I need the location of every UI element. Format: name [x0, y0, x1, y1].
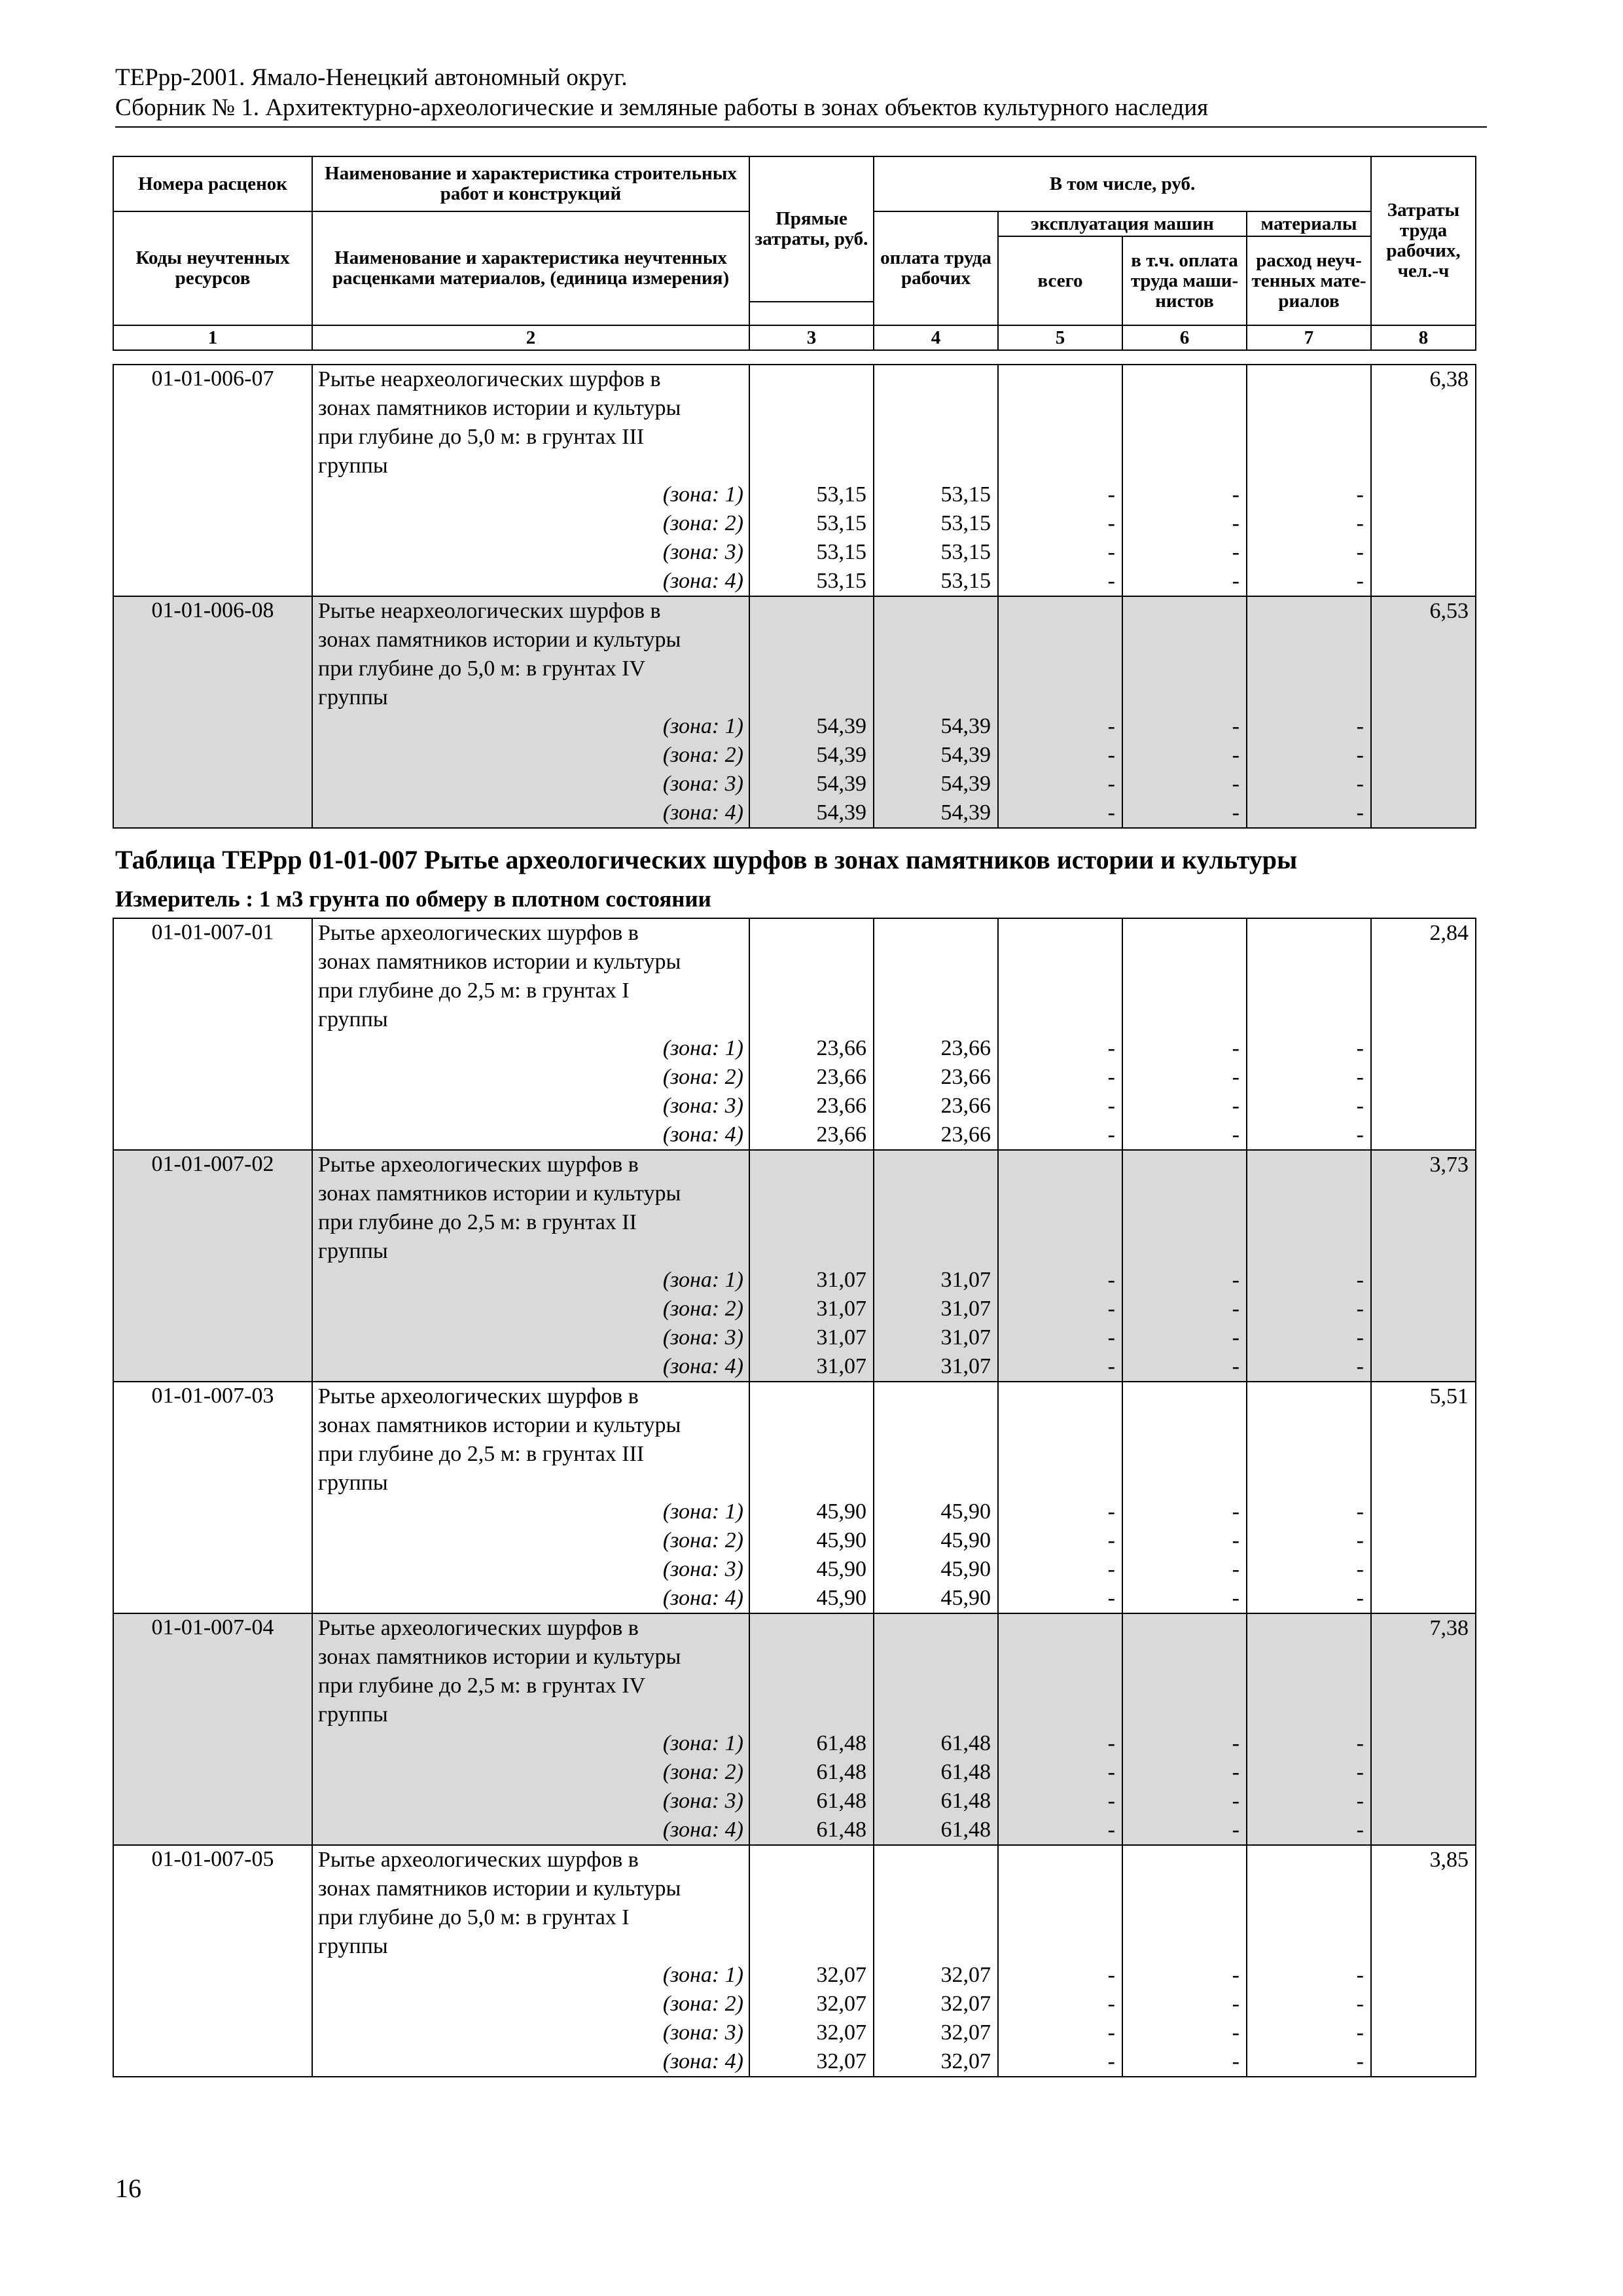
value: 53,15 [940, 511, 991, 535]
value: - [1356, 1760, 1364, 1784]
value: - [1107, 1731, 1115, 1755]
rate-description [312, 1382, 749, 1613]
machines-total [998, 1845, 1122, 2077]
machinists-wages [1122, 1382, 1247, 1613]
column-number: 1 [113, 325, 312, 350]
description-line: при глубине до 2,5 м: в грунтах IV [318, 1674, 646, 1698]
value: 53,15 [816, 540, 866, 564]
column-number: 2 [312, 325, 749, 350]
value: - [1107, 772, 1115, 796]
zone-label: (зона: 4) [662, 1354, 743, 1378]
value: - [1232, 1094, 1240, 1118]
value: 3,73 [1429, 1153, 1469, 1177]
value: - [1107, 1354, 1115, 1378]
header-line-2: Сборник № 1. Архитектурно-археологические и земляные работы в зонах объектов культурного наследия [115, 94, 1209, 121]
value: 31,07 [940, 1354, 991, 1378]
header-materials: материалы [1247, 211, 1371, 236]
column-number: 4 [874, 325, 998, 350]
value: - [1107, 1325, 1115, 1350]
value: - [1107, 1586, 1115, 1610]
value: - [1107, 2020, 1115, 2045]
value: - [1232, 1325, 1240, 1350]
page-number: 16 [115, 2174, 141, 2203]
machinists-wages [1122, 1845, 1247, 2077]
machinists-wages [1122, 1613, 1247, 1845]
value: 54,39 [816, 743, 866, 767]
zone-label: (зона: 3) [662, 1094, 743, 1118]
value: 32,07 [816, 1963, 866, 1987]
page-header [115, 63, 1487, 123]
description-line: группы [318, 1702, 388, 1727]
value: - [1107, 714, 1115, 738]
value: 32,07 [816, 2020, 866, 2045]
value: - [1107, 1818, 1115, 1842]
value: - [1356, 1731, 1364, 1755]
rate-description [312, 1845, 749, 2077]
value: - [1232, 482, 1240, 507]
value: - [1232, 1122, 1240, 1147]
value: - [1356, 1122, 1364, 1147]
machinists-wages [1122, 365, 1247, 596]
value: - [1356, 1297, 1364, 1321]
rate-code: 01-01-007-02 [113, 1150, 312, 1382]
value: - [1356, 1963, 1364, 1987]
machinists-wages [1122, 1150, 1247, 1382]
column-number: 8 [1371, 325, 1476, 350]
value: - [1232, 540, 1240, 564]
value: 54,39 [816, 714, 866, 738]
wages [874, 1150, 998, 1382]
value: 31,07 [816, 1297, 866, 1321]
value: - [1356, 569, 1364, 593]
value: - [1232, 1557, 1240, 1581]
description-line: зонах памятников истории и культуры [318, 396, 681, 420]
value: - [1356, 1818, 1364, 1842]
value: 31,07 [940, 1325, 991, 1350]
rate-code: 01-01-007-04 [113, 1613, 312, 1845]
labor-costs [1371, 1613, 1476, 1845]
value: 61,48 [816, 1818, 866, 1842]
description-line: Рытье археологических шурфов в [318, 1153, 639, 1177]
header-labor: Затраты труда рабочих, чел.-ч [1371, 156, 1476, 325]
zone-label: (зона: 1) [662, 1036, 743, 1060]
labor-costs [1371, 918, 1476, 1150]
value: - [1107, 1065, 1115, 1089]
value: 31,07 [816, 1325, 866, 1350]
rate-description [312, 1150, 749, 1382]
value: - [1356, 1499, 1364, 1524]
description-line: зонах памятников истории и культуры [318, 1876, 681, 1901]
zone-label: (зона: 2) [662, 1992, 743, 2016]
unaccounted-materials [1247, 1382, 1371, 1613]
rate-code: 01-01-006-08 [113, 596, 312, 828]
value: - [1356, 2020, 1364, 2045]
value: 45,90 [940, 1499, 991, 1524]
zone-label: (зона: 1) [662, 1499, 743, 1524]
value: - [1107, 1268, 1115, 1292]
header-wages: оплата труда рабочих [874, 211, 998, 325]
value: - [1232, 1992, 1240, 2016]
value: - [1232, 569, 1240, 593]
rate-code: 01-01-007-01 [113, 918, 312, 1150]
description-line: Рытье неархеологических шурфов в [318, 367, 661, 391]
value: 54,39 [816, 772, 866, 796]
rate-code: 01-01-007-05 [113, 1845, 312, 2077]
header-direct-costs: Прямые затраты, руб. [749, 156, 874, 302]
value: - [1107, 1789, 1115, 1813]
wages [874, 365, 998, 596]
value: - [1232, 1065, 1240, 1089]
value: - [1356, 1325, 1364, 1350]
value: - [1356, 714, 1364, 738]
description-line: при глубине до 2,5 м: в грунтах II [318, 1210, 637, 1234]
header-name-bottom: Наименование и характеристика неучтенных расценками материалов, (единица измерения) [312, 211, 749, 325]
header-rule [115, 126, 1487, 128]
value: - [1356, 800, 1364, 825]
value: - [1232, 2049, 1240, 2073]
value: 61,48 [816, 1731, 866, 1755]
zone-label: (зона: 1) [662, 1731, 743, 1755]
direct-costs [749, 1150, 874, 1382]
labor-costs [1371, 1845, 1476, 2077]
table-row [113, 1845, 1476, 2077]
value: 45,90 [816, 1499, 866, 1524]
value: - [1232, 1963, 1240, 1987]
value: - [1356, 1586, 1364, 1610]
value: 53,15 [940, 569, 991, 593]
direct-costs [749, 596, 874, 828]
value: 6,38 [1429, 367, 1469, 391]
value: - [1232, 1268, 1240, 1292]
rates-table-006 [113, 364, 1476, 829]
zone-label: (зона: 3) [662, 540, 743, 564]
value: 61,48 [816, 1760, 866, 1784]
value: 7,38 [1429, 1616, 1469, 1640]
rates-table-007 [113, 918, 1476, 2077]
value: - [1232, 1760, 1240, 1784]
value: - [1107, 2049, 1115, 2073]
header-machines: эксплуатация машин [998, 211, 1247, 236]
description-line: группы [318, 1239, 388, 1263]
header-materials-unaccounted: расход неуч-тенных мате-риалов [1247, 236, 1371, 325]
value: 32,07 [940, 1992, 991, 2016]
machines-total [998, 1613, 1122, 1845]
value: 54,39 [940, 743, 991, 767]
value: 45,90 [816, 1557, 866, 1581]
description-line: Рытье археологических шурфов в [318, 1384, 639, 1408]
zone-label: (зона: 2) [662, 511, 743, 535]
value: - [1356, 1065, 1364, 1089]
header-name-top: Наименование и характеристика строительных работ и конструкций [312, 156, 749, 211]
value: 54,39 [940, 772, 991, 796]
column-number: 5 [998, 325, 1122, 350]
zone-label: (зона: 2) [662, 743, 743, 767]
value: 3,85 [1429, 1848, 1469, 1872]
description-line: при глубине до 5,0 м: в грунтах I [318, 1905, 630, 1929]
zone-label: (зона: 2) [662, 1297, 743, 1321]
zone-label: (зона: 2) [662, 1760, 743, 1784]
value: - [1107, 1760, 1115, 1784]
direct-costs [749, 1845, 874, 2077]
rate-description [312, 1613, 749, 1845]
zone-label: (зона: 1) [662, 714, 743, 738]
value: 31,07 [816, 1268, 866, 1292]
description-line: зонах памятников истории и культуры [318, 1645, 681, 1669]
value: 53,15 [816, 569, 866, 593]
value: 23,66 [816, 1094, 866, 1118]
direct-costs [749, 1382, 874, 1613]
value: - [1232, 511, 1240, 535]
labor-costs [1371, 596, 1476, 828]
value: - [1107, 1122, 1115, 1147]
wages [874, 1613, 998, 1845]
value: - [1107, 1557, 1115, 1581]
table-row [113, 596, 1476, 828]
description-line: группы [318, 1934, 388, 1958]
wages [874, 918, 998, 1150]
value: 6,53 [1429, 599, 1469, 623]
value: - [1356, 482, 1364, 507]
value: 45,90 [816, 1586, 866, 1610]
description-line: при глубине до 2,5 м: в грунтах III [318, 1442, 645, 1466]
value: 32,07 [940, 1963, 991, 1987]
value: - [1356, 772, 1364, 796]
zone-label: (зона: 4) [662, 800, 743, 825]
value: - [1107, 540, 1115, 564]
machines-total [998, 365, 1122, 596]
machines-total [998, 1382, 1122, 1613]
value: 31,07 [940, 1268, 991, 1292]
value: - [1356, 1036, 1364, 1060]
value: - [1232, 1499, 1240, 1524]
description-line: при глубине до 5,0 м: в грунтах IV [318, 656, 646, 681]
zone-label: (зона: 1) [662, 482, 743, 507]
value: 23,66 [940, 1065, 991, 1089]
description-line: Рытье неархеологических шурфов в [318, 599, 661, 623]
unaccounted-materials [1247, 1150, 1371, 1382]
description-line: Рытье археологических шурфов в [318, 1616, 639, 1640]
value: - [1107, 1094, 1115, 1118]
labor-costs [1371, 365, 1476, 596]
value: 61,48 [940, 1789, 991, 1813]
table-row [113, 1382, 1476, 1613]
value: - [1107, 1992, 1115, 2016]
description-line: группы [318, 1007, 388, 1031]
description-line: при глубине до 5,0 м: в грунтах III [318, 425, 645, 449]
unaccounted-materials [1247, 1845, 1371, 2077]
value: - [1356, 1094, 1364, 1118]
wages [874, 1382, 998, 1613]
value: - [1107, 569, 1115, 593]
labor-costs [1371, 1150, 1476, 1382]
value: 53,15 [940, 540, 991, 564]
value: 61,48 [940, 1731, 991, 1755]
zone-label: (зона: 1) [662, 1963, 743, 1987]
description-line: зонах памятников истории и культуры [318, 628, 681, 652]
zone-label: (зона: 4) [662, 2049, 743, 2073]
table-row [113, 1150, 1476, 1382]
labor-costs [1371, 1382, 1476, 1613]
value: - [1232, 1789, 1240, 1813]
value: - [1107, 1499, 1115, 1524]
value: 45,90 [940, 1557, 991, 1581]
rate-code: 01-01-007-03 [113, 1382, 312, 1613]
value: 5,51 [1429, 1384, 1469, 1408]
value: - [1107, 743, 1115, 767]
value: - [1107, 482, 1115, 507]
value: 61,48 [816, 1789, 866, 1813]
value: 2,84 [1429, 921, 1469, 945]
value: - [1356, 2049, 1364, 2073]
value: 23,66 [940, 1122, 991, 1147]
value: - [1232, 800, 1240, 825]
description-line: группы [318, 1471, 388, 1495]
value: - [1356, 511, 1364, 535]
value: 23,66 [940, 1094, 991, 1118]
value: 23,66 [816, 1122, 866, 1147]
description-line: Рытье археологических шурфов в [318, 1848, 639, 1872]
zone-label: (зона: 3) [662, 1325, 743, 1350]
value: - [1107, 800, 1115, 825]
zone-label: (зона: 4) [662, 569, 743, 593]
value: - [1107, 1528, 1115, 1552]
rate-description [312, 365, 749, 596]
value: - [1356, 1528, 1364, 1552]
machines-total [998, 1150, 1122, 1382]
value: - [1232, 1354, 1240, 1378]
value: 53,15 [816, 511, 866, 535]
wages [874, 1845, 998, 2077]
value: - [1107, 1297, 1115, 1321]
wages [874, 596, 998, 828]
header-codes-top: Номера расценок [113, 156, 312, 211]
zone-label: (зона: 4) [662, 1122, 743, 1147]
table-row [113, 1613, 1476, 1845]
direct-costs [749, 365, 874, 596]
value: - [1356, 1557, 1364, 1581]
value: - [1356, 540, 1364, 564]
zone-label: (зона: 4) [662, 1818, 743, 1842]
header-machinists: в т.ч. оплата труда маши-нистов [1122, 236, 1247, 325]
machines-total [998, 596, 1122, 828]
header-codes-bottom: Коды неучтенных ресурсов [113, 211, 312, 325]
column-number: 6 [1122, 325, 1247, 350]
machinists-wages [1122, 918, 1247, 1150]
value: 45,90 [940, 1528, 991, 1552]
rate-description [312, 596, 749, 828]
value: - [1232, 1036, 1240, 1060]
zone-label: (зона: 2) [662, 1065, 743, 1089]
value: 32,07 [940, 2020, 991, 2045]
value: 54,39 [940, 714, 991, 738]
value: - [1356, 1992, 1364, 2016]
description-line: группы [318, 454, 388, 478]
unaccounted-materials [1247, 918, 1371, 1150]
value: - [1232, 772, 1240, 796]
description-line: зонах памятников истории и культуры [318, 1413, 681, 1437]
header-line-1: ТЕРрр-2001. Ямало-Ненецкий автономный округ. [115, 64, 628, 91]
value: 31,07 [816, 1354, 866, 1378]
value: 32,07 [816, 1992, 866, 2016]
value: 54,39 [816, 800, 866, 825]
zone-label: (зона: 4) [662, 1586, 743, 1610]
value: 45,90 [816, 1528, 866, 1552]
value: - [1232, 1528, 1240, 1552]
value: - [1232, 1818, 1240, 1842]
value: 32,07 [816, 2049, 866, 2073]
value: - [1107, 1963, 1115, 1987]
rate-code: 01-01-006-07 [113, 365, 312, 596]
zone-label: (зона: 3) [662, 2020, 743, 2045]
unaccounted-materials [1247, 1613, 1371, 1845]
machines-total [998, 918, 1122, 1150]
header-machines-total: всего [998, 236, 1122, 325]
value: - [1232, 1731, 1240, 1755]
direct-costs [749, 918, 874, 1150]
value: 53,15 [940, 482, 991, 507]
value: - [1232, 714, 1240, 738]
value: 23,66 [816, 1036, 866, 1060]
value: - [1356, 1268, 1364, 1292]
value: 32,07 [940, 2049, 991, 2073]
description-line: при глубине до 2,5 м: в грунтах I [318, 978, 630, 1003]
zone-label: (зона: 3) [662, 1557, 743, 1581]
zone-label: (зона: 2) [662, 1528, 743, 1552]
value: 54,39 [940, 800, 991, 825]
value: 53,15 [816, 482, 866, 507]
zone-label: (зона: 3) [662, 772, 743, 796]
description-line: зонах памятников истории и культуры [318, 950, 681, 974]
value: 61,48 [940, 1760, 991, 1784]
value: 45,90 [940, 1586, 991, 1610]
value: - [1232, 1297, 1240, 1321]
value: - [1232, 2020, 1240, 2045]
value: - [1356, 743, 1364, 767]
value: - [1107, 1036, 1115, 1060]
column-number: 3 [749, 325, 874, 350]
table-row [113, 918, 1476, 1150]
value: 31,07 [940, 1297, 991, 1321]
machinists-wages [1122, 596, 1247, 828]
zone-label: (зона: 1) [662, 1268, 743, 1292]
header-including: В том числе, руб. [874, 156, 1371, 211]
column-number: 7 [1247, 325, 1371, 350]
value: 23,66 [816, 1065, 866, 1089]
column-header-table [113, 156, 1476, 351]
rate-description [312, 918, 749, 1150]
description-line: Рытье археологических шурфов в [318, 921, 639, 945]
value: - [1356, 1354, 1364, 1378]
value: - [1232, 1586, 1240, 1610]
zone-label: (зона: 3) [662, 1789, 743, 1813]
table-title: Таблица ТЕРрр 01-01-007 Рытье археологических шурфов в зонах памятников истории и культуры [115, 845, 1298, 874]
value: - [1232, 743, 1240, 767]
value: 23,66 [940, 1036, 991, 1060]
description-line: зонах памятников истории и культуры [318, 1181, 681, 1206]
table-unit: Измеритель : 1 м3 грунта по обмеру в плотном состоянии [115, 886, 711, 912]
table-row [113, 365, 1476, 596]
direct-costs [749, 1613, 874, 1845]
value: 61,48 [940, 1818, 991, 1842]
description-line: группы [318, 685, 388, 709]
unaccounted-materials [1247, 365, 1371, 596]
value: - [1356, 1789, 1364, 1813]
unaccounted-materials [1247, 596, 1371, 828]
value: - [1107, 511, 1115, 535]
